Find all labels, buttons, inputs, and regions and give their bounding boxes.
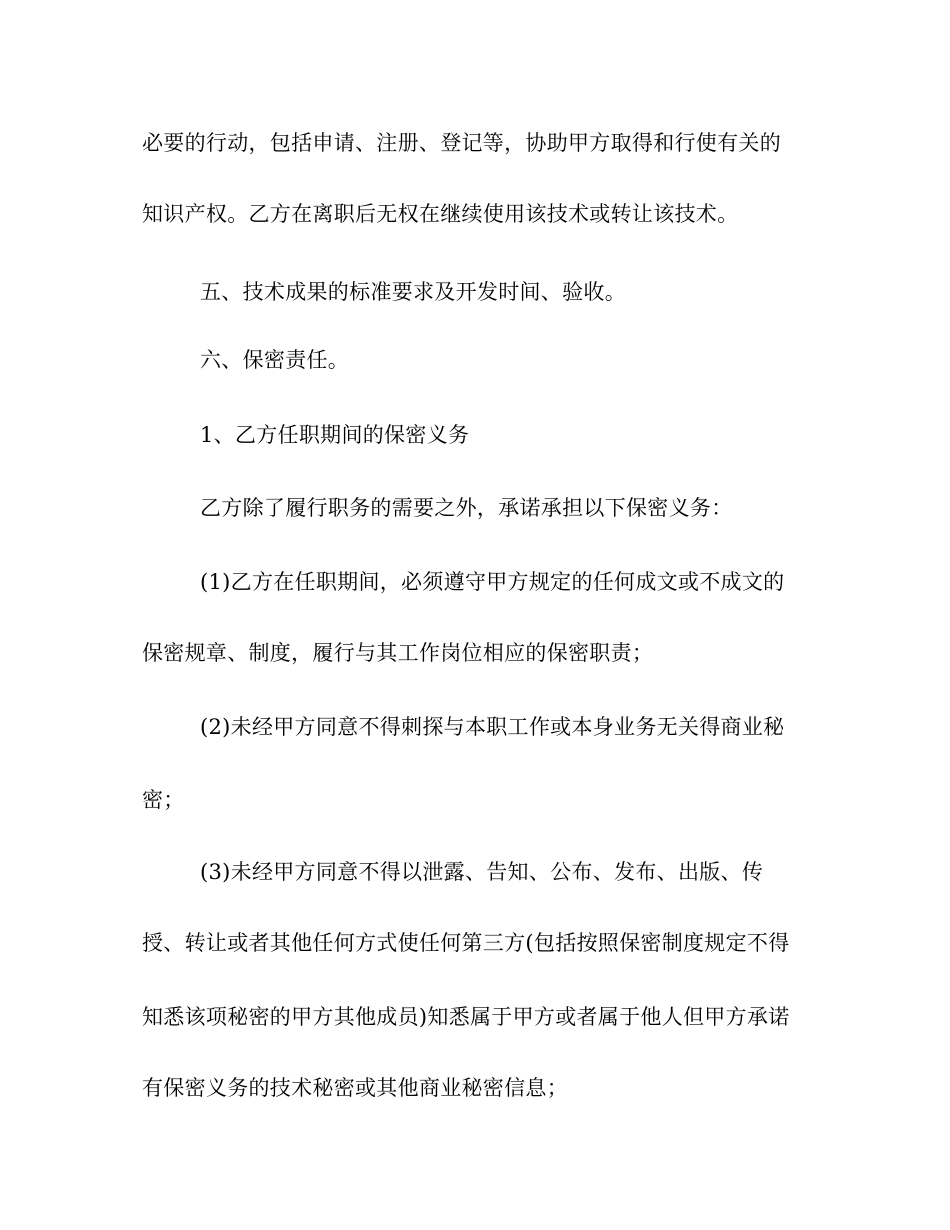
list-item-line: 密； — [142, 788, 185, 812]
list-item-line: 授、转让或者其他任何方式使任何第三方(包括按照保密制度规定不得 — [142, 931, 790, 955]
list-item-line: (1)乙方在任职期间，必须遵守甲方规定的任何成文或不成文的 — [200, 570, 785, 594]
list-item-line: 有保密义务的技术秘密或其他商业秘密信息； — [142, 1076, 568, 1100]
list-item-line: (2)未经甲方同意不得刺探与本职工作或本身业务无关得商业秘 — [200, 715, 785, 739]
paragraph-line: 知识产权。乙方在离职后无权在继续使用该技术或转让该技术。 — [142, 202, 739, 226]
list-item-line: (3)未经甲方同意不得以泄露、告知、公布、发布、出版、传 — [200, 860, 764, 884]
paragraph-line: 必要的行动，包括申请、注册、登记等，协助甲方取得和行使有关的 — [142, 131, 781, 155]
list-item-line: 知悉该项秘密的甲方其他成员)知悉属于甲方或者属于他人但甲方承诺 — [142, 1005, 790, 1029]
subsection-heading: 1、乙方任职期间的保密义务 — [200, 423, 470, 447]
section-heading: 六、保密责任。 — [200, 348, 350, 372]
section-heading: 五、技术成果的标准要求及开发时间、验收。 — [200, 280, 626, 304]
list-item-line: 保密规章、制度，履行与其工作岗位相应的保密职责； — [142, 641, 654, 665]
paragraph-line: 乙方除了履行职务的需要之外，承诺承担以下保密义务： — [200, 496, 733, 520]
